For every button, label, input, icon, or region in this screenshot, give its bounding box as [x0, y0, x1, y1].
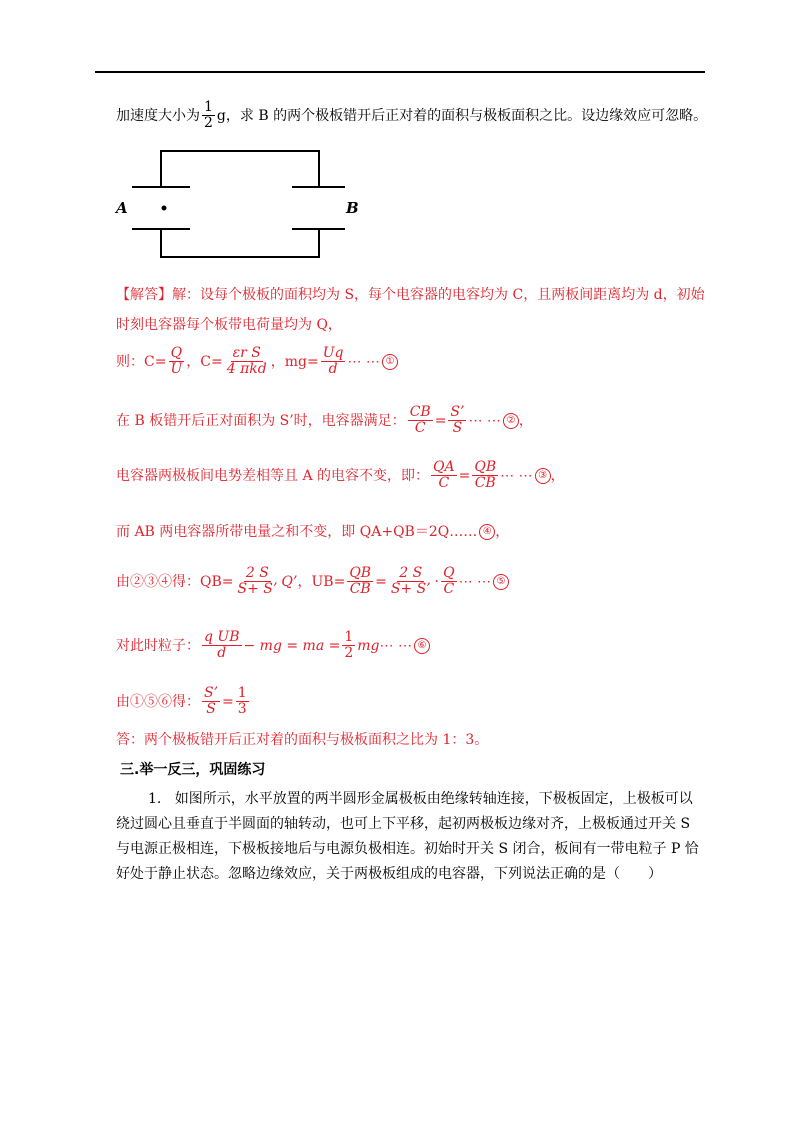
- eq6-f1-den: d: [217, 645, 227, 662]
- solution-text-1: 解：设每个极板的面积均为 S，每个电容器的电容均为 C，且两板间距离均为 d，初始: [172, 287, 705, 303]
- eq5-q: Q’: [281, 573, 298, 590]
- eq2-post: ，: [518, 412, 533, 429]
- eq4-text: 而 AB 两电容器所带电量之和不变，即 QA+QB＝2Q……: [116, 524, 478, 540]
- equation-4: [116, 522, 509, 542]
- solution-line-1: [116, 285, 705, 305]
- label-b: B: [346, 199, 359, 217]
- eq5-dots: ⋯ ⋯: [458, 573, 492, 590]
- question-line-4: 好处于静止状态。忽略边缘效应，关于两极板组成的电容器，下列说法正确的是（ ）: [116, 866, 662, 882]
- eq1-f3-den: d: [328, 361, 338, 378]
- eq6-frac-2: [342, 630, 355, 662]
- eq1-frac-2: [225, 346, 269, 378]
- eq3-pre: 电容器两极板间电势差相等且 A 的电容不变，即：: [116, 467, 430, 484]
- section-heading: 三.举一反三，巩固练习: [120, 762, 266, 778]
- eq1-mid1: ，C=: [186, 353, 223, 370]
- wire-bottom: [161, 229, 319, 257]
- intro-line: [116, 100, 707, 132]
- eq5-mid: ，UB=: [297, 573, 346, 590]
- eq1-frac-1: [168, 346, 184, 378]
- eq6-dots: ⋯ ⋯: [379, 637, 412, 654]
- eq2-frac-2: [448, 405, 466, 437]
- eq7-frac-1: [202, 686, 220, 718]
- eq3-frac-2: [472, 460, 498, 492]
- eq2-eq: =: [434, 412, 447, 429]
- intro-post: g，求 B 的两个极板错开后正对着的面积与极板面积之比。设边缘效应可忽略。: [216, 107, 708, 124]
- eq1-mid2: ，mg=: [270, 353, 319, 370]
- eq6-circle: ⑥: [414, 638, 430, 654]
- eq2-frac-1: [408, 405, 433, 437]
- eq2-f2-num: S’: [450, 404, 465, 420]
- question-line-2: 绕过圆心且垂直于半圆面的轴转动，也可上下平移，起初两极板边缘对齐，上极板通过开关 S: [116, 816, 691, 832]
- eq5-circle: ⑤: [493, 574, 509, 590]
- eq6-pre: 对此时粒子：: [116, 637, 200, 654]
- eq5-dot: ·: [434, 573, 440, 590]
- frac-den: 2: [204, 115, 213, 132]
- eq1-f2-den: 4 πkd: [226, 361, 267, 378]
- eq1-f1-den: U: [170, 361, 183, 378]
- label-a: A: [116, 199, 128, 217]
- eq6-f2-den: 2: [344, 645, 354, 662]
- solution-line-2: 时刻电容器每个板带电荷量均为 Q，: [116, 317, 342, 333]
- question-line-1: [116, 787, 706, 812]
- question-text-1: 如图所示，水平放置的两半圆形金属极板由绝缘转轴连接，下极板固定，上极板可以: [174, 791, 693, 807]
- equation-2: [116, 405, 533, 437]
- eq7-pre: 由①⑤⑥得：: [116, 693, 200, 710]
- equation-6: [116, 630, 430, 662]
- equation-7: [116, 686, 251, 718]
- eq3-dots: ⋯ ⋯: [500, 467, 533, 484]
- eq7-eq: =: [222, 693, 234, 710]
- eq5-pre: 由②③④得：QB=: [116, 573, 234, 590]
- header-rule: [95, 71, 705, 73]
- eq7-frac-2: [236, 686, 249, 718]
- eq1-f1-num: Q: [170, 345, 183, 361]
- eq7-f1-den: S: [206, 701, 216, 718]
- frac-num: 1: [204, 99, 213, 115]
- eq1-pre: 则：C=: [116, 353, 167, 370]
- question-number: 1.: [148, 791, 162, 807]
- eq2-f1-den: C: [414, 420, 426, 437]
- eq5-f4-num: Q: [443, 565, 455, 581]
- eq1-dots: ⋯ ⋯: [347, 353, 380, 370]
- wire-top: [161, 151, 319, 187]
- eq5-f1-den: S+ S’: [237, 581, 278, 598]
- eq1-f3-num: Uq: [322, 345, 344, 361]
- eq3-f2-num: QB: [474, 459, 497, 475]
- particle-dot: [162, 206, 167, 211]
- eq2-circle: ②: [503, 413, 519, 429]
- equation-3: [116, 460, 565, 492]
- eq2-f1-num: CB: [409, 404, 431, 420]
- solution-tag: 【解答】: [116, 287, 172, 303]
- eq5-f2-num: QB: [349, 565, 372, 581]
- answer-line: 答：两个极板错开后正对着的面积与极板面积之比为 1：3。: [116, 732, 489, 748]
- intro-fraction: [202, 100, 215, 132]
- eq7-f2-den: 3: [237, 701, 247, 718]
- eq4-circle: ④: [479, 524, 495, 540]
- intro-pre: 加速度大小为: [116, 107, 200, 124]
- eq5-eq: =: [375, 573, 387, 590]
- eq1-circle: ①: [382, 354, 398, 370]
- eq5-frac-2: [347, 566, 373, 598]
- eq2-f2-den: S: [452, 420, 463, 437]
- eq7-f2-num: 1: [237, 685, 247, 701]
- equation-5: [116, 566, 509, 598]
- eq3-post: ，: [550, 467, 565, 484]
- question-block: [116, 787, 706, 887]
- eq6-mid: − mg = ma =: [243, 637, 341, 654]
- eq3-eq: =: [458, 467, 471, 484]
- eq1-f2-num: εr S: [232, 345, 261, 361]
- question-line-3: 与电源正极相连，下极板接地后与电源负极相连。初始时开关 S 闭合，板间有一带电粒子 P 恰: [116, 841, 699, 857]
- eq5-f2-den: CB: [349, 581, 371, 598]
- eq7-f1-num: S’: [204, 685, 219, 701]
- equation-1: [116, 346, 398, 378]
- eq5-frac-3: [389, 566, 433, 598]
- eq5-f3-num: 2 S: [399, 565, 423, 581]
- eq4-post: ，: [495, 524, 510, 540]
- capacitor-circuit-figure: [110, 145, 370, 265]
- eq3-frac-1: [431, 460, 457, 492]
- eq6-frac-1: [202, 630, 242, 662]
- eq3-f1-den: C: [438, 475, 450, 492]
- eq3-circle: ③: [535, 468, 551, 484]
- eq5-f1-num: 2 S: [245, 565, 269, 581]
- eq5-frac-4: [441, 566, 456, 598]
- eq2-pre: 在 B 板错开后正对面积为 S’时，电容器满足：: [116, 412, 406, 429]
- eq6-f2-num: 1: [344, 629, 354, 645]
- eq3-f2-den: CB: [474, 475, 496, 492]
- eq5-f4-den: C: [443, 581, 455, 598]
- eq6-post: mg: [357, 637, 380, 654]
- eq6-f1-num: q UB: [204, 629, 240, 645]
- eq1-frac-3: [321, 346, 346, 378]
- eq3-f1-num: QA: [433, 459, 455, 475]
- eq5-f3-den: S+ S’: [390, 581, 431, 598]
- eq2-dots: ⋯ ⋯: [468, 412, 501, 429]
- eq5-frac-1: [236, 566, 280, 598]
